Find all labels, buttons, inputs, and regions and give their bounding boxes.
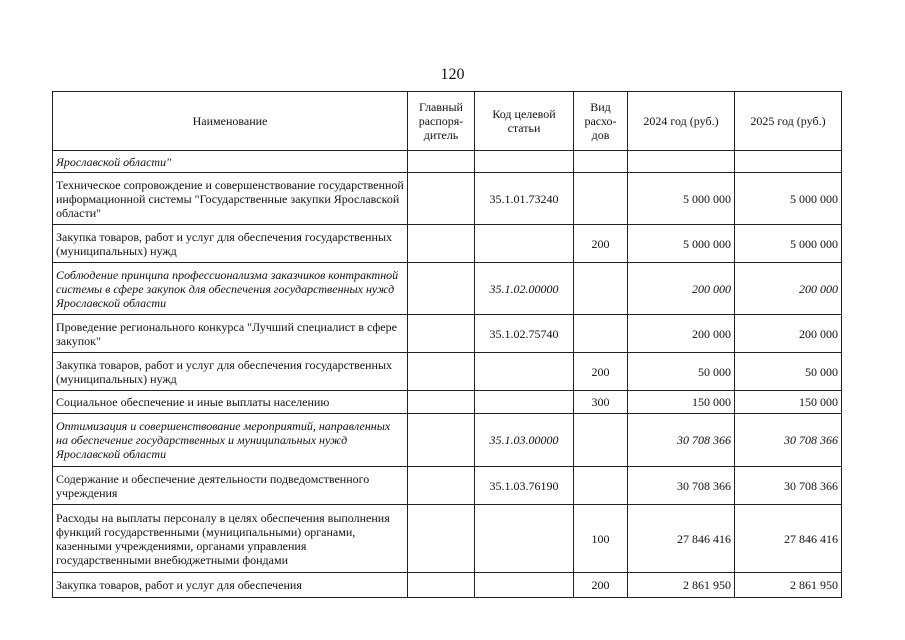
cell-2024: 5 000 000	[628, 225, 735, 263]
table-row	[53, 505, 842, 573]
cell-2024	[628, 151, 735, 173]
cell-2024: 27 846 416	[628, 505, 735, 573]
cell-name: Соблюдение принципа профессионализма заказчиков контрактной системы в сфере закупок для обеспечения государственных нужд Ярославской области	[53, 263, 408, 315]
cell-name: Закупка товаров, работ и услуг для обеспечения	[53, 573, 408, 598]
cell-admin	[408, 467, 475, 505]
budget-table	[52, 91, 842, 598]
cell-type	[574, 315, 628, 353]
cell-code: 35.1.03.00000	[475, 414, 574, 467]
cell-2025: 2 861 950	[735, 573, 842, 598]
table-row	[53, 173, 842, 225]
cell-2024: 30 708 366	[628, 414, 735, 467]
table-row	[53, 225, 842, 263]
cell-admin	[408, 315, 475, 353]
cell-name: Закупка товаров, работ и услуг для обеспечения государственных (муниципальных) нужд	[53, 353, 408, 391]
cell-2025: 200 000	[735, 315, 842, 353]
cell-type	[574, 414, 628, 467]
header-type: Вид расхо-дов	[574, 92, 628, 151]
cell-type: 100	[574, 505, 628, 573]
header-2024: 2024 год (руб.)	[628, 92, 735, 151]
cell-code: 35.1.02.75740	[475, 315, 574, 353]
table-row	[53, 391, 842, 414]
cell-2024: 150 000	[628, 391, 735, 414]
cell-name: Расходы на выплаты персоналу в целях обеспечения выполнения функций государственными (муниципальными) органами, казенными учреждениями, органами управления государственными внебюджетными фондами	[53, 505, 408, 573]
cell-type	[574, 263, 628, 315]
cell-code	[475, 391, 574, 414]
header-row	[53, 92, 842, 151]
cell-admin	[408, 225, 475, 263]
cell-2025: 30 708 366	[735, 467, 842, 505]
table-row	[53, 573, 842, 598]
cell-2025: 50 000	[735, 353, 842, 391]
cell-type: 200	[574, 225, 628, 263]
cell-admin	[408, 353, 475, 391]
cell-admin	[408, 505, 475, 573]
cell-type: 200	[574, 353, 628, 391]
table-row	[53, 263, 842, 315]
cell-code	[475, 505, 574, 573]
cell-name: Содержание и обеспечение деятельности подведомственного учреждения	[53, 467, 408, 505]
header-code: Код целевой статьи	[475, 92, 574, 151]
header-2025: 2025 год (руб.)	[735, 92, 842, 151]
cell-admin	[408, 414, 475, 467]
cell-2024: 200 000	[628, 315, 735, 353]
cell-2024: 200 000	[628, 263, 735, 315]
cell-2025: 30 708 366	[735, 414, 842, 467]
cell-type: 300	[574, 391, 628, 414]
cell-name: Проведение регионального конкурса "Лучший специалист в сфере закупок"	[53, 315, 408, 353]
cell-code	[475, 353, 574, 391]
cell-2024: 30 708 366	[628, 467, 735, 505]
cell-code	[475, 573, 574, 598]
cell-2024: 50 000	[628, 353, 735, 391]
cell-name: Оптимизация и совершенствование мероприятий, направленных на обеспечение государственных и муниципальных нужд Ярославской области	[53, 414, 408, 467]
cell-name: Социальное обеспечение и иные выплаты населению	[53, 391, 408, 414]
cell-2024: 2 861 950	[628, 573, 735, 598]
cell-2025: 5 000 000	[735, 173, 842, 225]
table-row	[53, 151, 842, 173]
cell-admin	[408, 151, 475, 173]
cell-2025: 200 000	[735, 263, 842, 315]
cell-type	[574, 173, 628, 225]
cell-name: Ярославской области"	[53, 151, 408, 173]
cell-type	[574, 467, 628, 505]
cell-code: 35.1.03.76190	[475, 467, 574, 505]
cell-name: Закупка товаров, работ и услуг для обеспечения государственных (муниципальных) нужд	[53, 225, 408, 263]
cell-code: 35.1.01.73240	[475, 173, 574, 225]
cell-2024: 5 000 000	[628, 173, 735, 225]
cell-admin	[408, 391, 475, 414]
table-row	[53, 467, 842, 505]
cell-admin	[408, 173, 475, 225]
cell-code	[475, 151, 574, 173]
cell-admin	[408, 263, 475, 315]
cell-admin	[408, 573, 475, 598]
cell-2025	[735, 151, 842, 173]
cell-2025: 150 000	[735, 391, 842, 414]
cell-code	[475, 225, 574, 263]
cell-name: Техническое сопровождение и совершенствование государственной информационной системы "Государственные закупки Ярославской области"	[53, 173, 408, 225]
header-name: Наименование	[53, 92, 408, 151]
cell-2025: 5 000 000	[735, 225, 842, 263]
table-row	[53, 414, 842, 467]
header-admin: Главный распоря-дитель	[408, 92, 475, 151]
cell-type: 200	[574, 573, 628, 598]
page-number: 120	[440, 66, 465, 83]
cell-2025: 27 846 416	[735, 505, 842, 573]
table-row	[53, 353, 842, 391]
cell-code: 35.1.02.00000	[475, 263, 574, 315]
cell-type	[574, 151, 628, 173]
table-row	[53, 315, 842, 353]
